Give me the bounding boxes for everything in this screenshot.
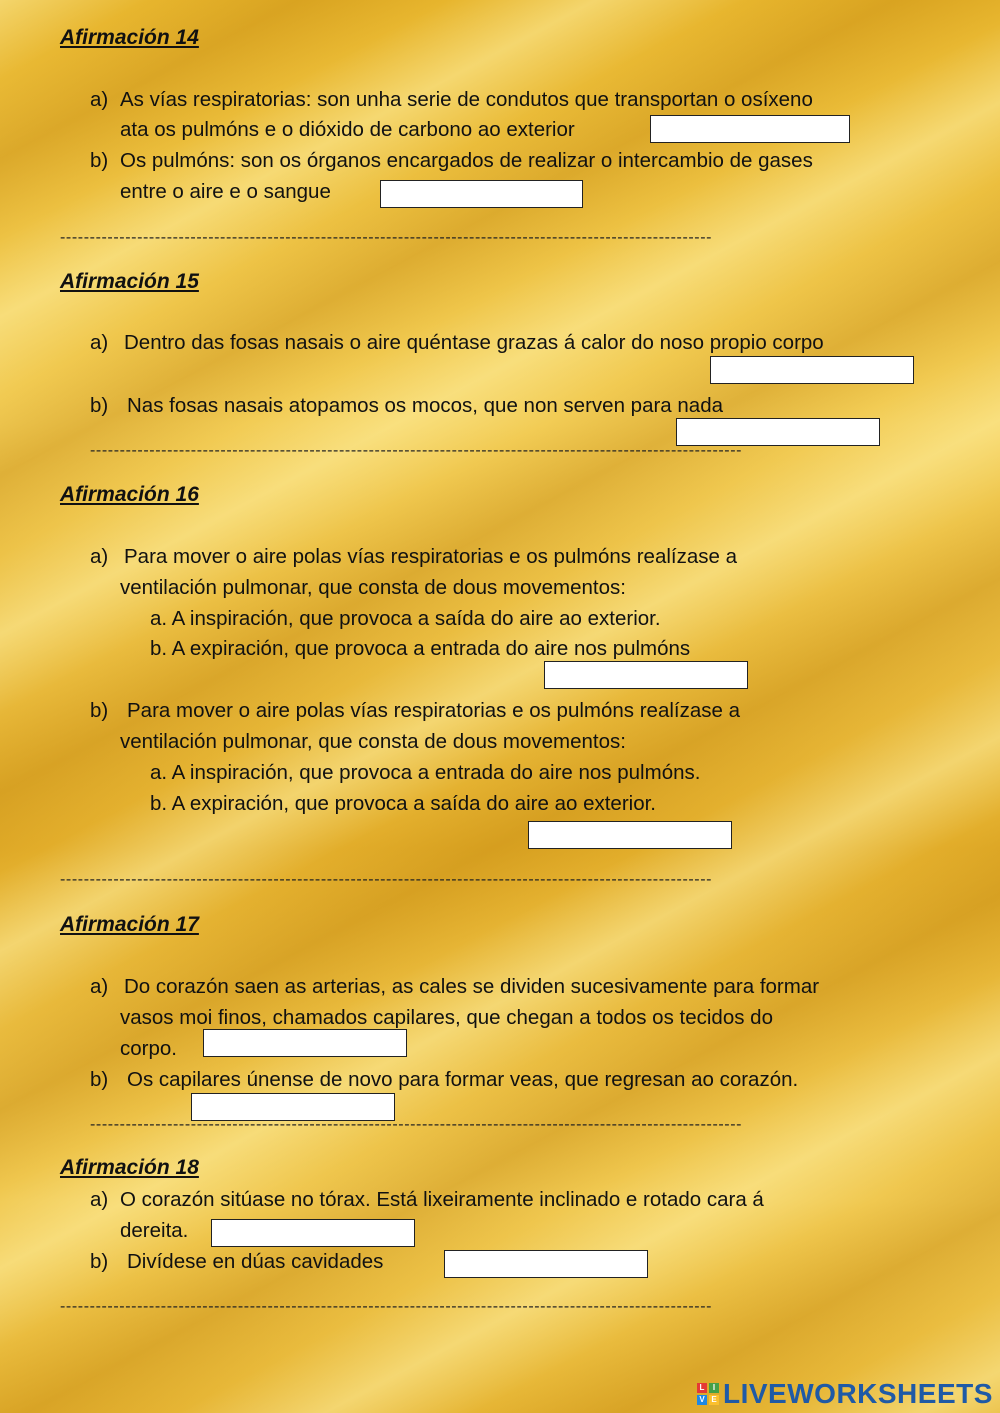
item-label: a) <box>90 331 109 354</box>
answer-input-18b[interactable] <box>444 1250 648 1278</box>
section-18-title: Afirmación 18 <box>60 1156 199 1179</box>
statement-text: ata os pulmóns e o dióxido de carbono ao exterior <box>120 118 575 141</box>
answer-input-15a[interactable] <box>710 356 914 384</box>
statement-text: ventilación pulmonar, que consta de dous movementos: <box>120 730 626 753</box>
logo-icon <box>697 1383 719 1405</box>
statement-text: corpo. <box>120 1037 177 1060</box>
separator: -------------------------------------------------------------------------------------------------------------- <box>60 871 713 888</box>
liveworksheets-logo <box>697 1378 993 1410</box>
item-label: a) <box>90 545 109 568</box>
answer-input-17a[interactable] <box>203 1029 407 1057</box>
logo-letter: L <box>697 1383 707 1393</box>
statement-text: entre o aire e o sangue <box>120 180 331 203</box>
item-label: a) <box>90 88 109 111</box>
answer-input-14b[interactable] <box>380 180 583 208</box>
statement-text: Os pulmóns: son os órganos encargados de realizar o intercambio de gases <box>120 149 813 172</box>
statement-text: Nas fosas nasais atopamos os mocos, que non serven para nada <box>127 394 723 417</box>
statement-text: Dentro das fosas nasais o aire quéntase grazas á calor do noso propio corpo <box>124 331 824 354</box>
answer-input-16a[interactable] <box>544 661 748 689</box>
item-label: b) <box>90 699 109 722</box>
sub-statement-text: a. A inspiración, que provoca a entrada do aire nos pulmóns. <box>150 761 701 784</box>
item-label: b) <box>90 149 109 172</box>
answer-input-18a[interactable] <box>211 1219 415 1247</box>
section-16-title: Afirmación 16 <box>60 483 199 506</box>
section-14-title: Afirmación 14 <box>60 26 199 49</box>
sub-statement-text: a. A inspiración, que provoca a saída do aire ao exterior. <box>150 607 661 630</box>
statement-text: Divídese en dúas cavidades <box>127 1250 384 1273</box>
statement-text: Os capilares únense de novo para formar veas, que regresan ao corazón. <box>127 1068 799 1091</box>
sub-statement-text: b. A expiración, que provoca a entrada do aire nos pulmóns <box>150 637 691 660</box>
item-label: b) <box>90 1068 109 1091</box>
section-15-title: Afirmación 15 <box>60 270 199 293</box>
item-label: b) <box>90 394 109 417</box>
item-label: a) <box>90 1188 109 1211</box>
statement-text: As vías respiratorias: son unha serie de condutos que transportan o osíxeno <box>120 88 813 111</box>
answer-input-14a[interactable] <box>650 115 850 143</box>
separator: -------------------------------------------------------------------------------------------------------------- <box>90 442 743 459</box>
statement-text: O corazón sitúase no tórax. Está lixeiramente inclinado e rotado cara á <box>120 1188 764 1211</box>
statement-text: dereita. <box>120 1219 189 1242</box>
statement-text: Do corazón saen as arterias, as cales se dividen sucesivamente para formar <box>124 975 820 998</box>
answer-input-16b[interactable] <box>528 821 732 849</box>
item-label: b) <box>90 1250 109 1273</box>
statement-text: Para mover o aire polas vías respiratorias e os pulmóns realízase a <box>127 699 741 722</box>
logo-letter: E <box>709 1395 719 1405</box>
separator: -------------------------------------------------------------------------------------------------------------- <box>90 1116 743 1133</box>
statement-text: vasos moi finos, chamados capilares, que chegan a todos os tecidos do <box>120 1006 773 1029</box>
sub-statement-text: b. A expiración, que provoca a saída do aire ao exterior. <box>150 792 656 815</box>
section-17-title: Afirmación 17 <box>60 913 199 936</box>
separator: -------------------------------------------------------------------------------------------------------------- <box>60 229 713 246</box>
brand-name: LIVEWORKSHEETS <box>723 1378 993 1409</box>
logo-letter: V <box>697 1395 707 1405</box>
separator: -------------------------------------------------------------------------------------------------------------- <box>60 1298 713 1315</box>
logo-letter: I <box>709 1383 719 1393</box>
item-label: a) <box>90 975 109 998</box>
statement-text: Para mover o aire polas vías respiratorias e os pulmóns realízase a <box>124 545 738 568</box>
statement-text: ventilación pulmonar, que consta de dous movementos: <box>120 576 626 599</box>
